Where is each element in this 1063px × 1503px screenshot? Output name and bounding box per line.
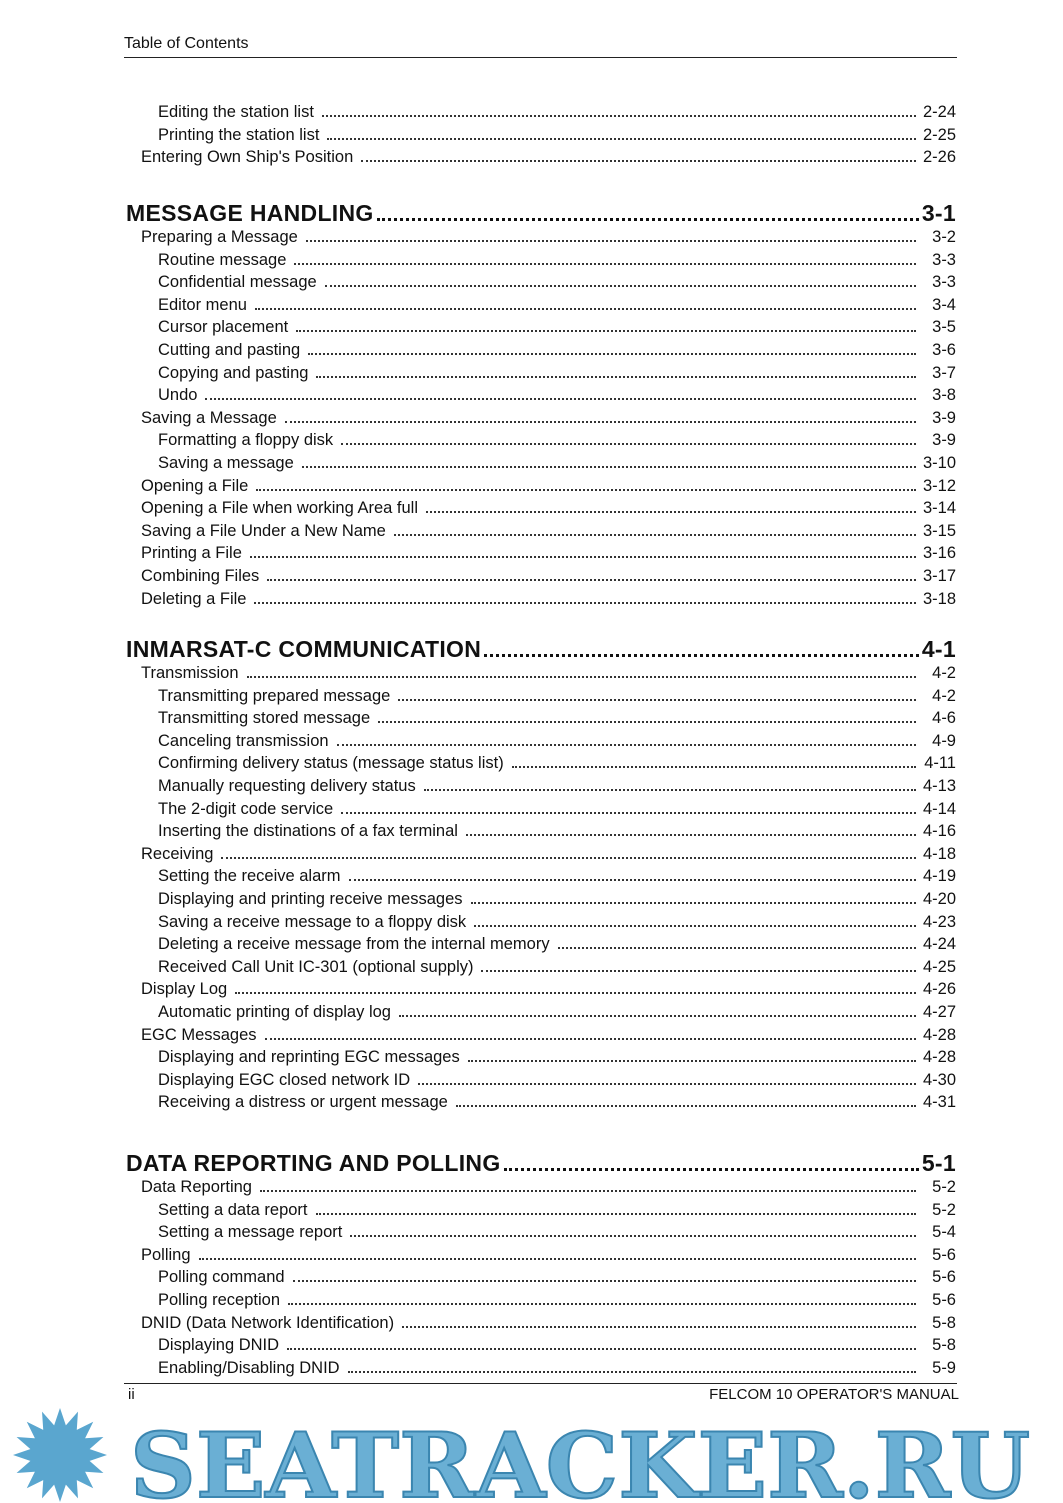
entry-page: 3-3 [932,250,956,269]
dot-leader [426,511,916,513]
entry-page: 4-26 [922,980,956,999]
entry-page: 4-14 [922,799,956,818]
toc-entry[interactable] [126,978,956,1001]
toc-entry[interactable] [126,124,956,147]
toc-entry[interactable] [126,316,956,339]
entry-page: 3-2 [932,228,956,246]
toc-entry[interactable] [126,798,956,821]
entry-title: Receiving [141,844,214,863]
toc-entry[interactable] [126,888,956,911]
entry-page: 3-8 [932,386,956,405]
dot-leader [481,970,916,972]
toc-entry[interactable] [126,1046,956,1069]
dot-leader [348,1371,916,1373]
manual-title: FELCOM 10 OPERATOR'S MANUAL [709,1386,959,1403]
entry-title: Setting a message report [158,1223,343,1242]
entry-page: 3-5 [932,318,956,337]
entry-page: 4-31 [922,1093,956,1112]
toc-entry[interactable] [126,911,956,934]
entry-page: 2-24 [922,103,956,121]
toc-entry[interactable] [126,662,956,685]
toc-section [126,1150,956,1379]
toc-entry[interactable] [126,685,956,708]
dot-leader [378,721,916,723]
dot-leader [255,308,916,310]
toc-entry[interactable] [126,429,956,452]
entry-title: Editing the station list [158,103,314,121]
entry-title: Displaying EGC closed network ID [158,1070,411,1089]
toc-entry[interactable] [126,294,956,317]
dot-leader [285,421,916,423]
entry-title: Receiving a distress or urgent message [158,1093,448,1112]
toc-entry[interactable] [126,497,956,520]
dot-leader [205,398,916,400]
dot-leader [398,699,916,701]
chapter-page: 3-1 [921,200,956,226]
entry-page: 3-9 [932,408,956,427]
entry-title: Saving a Message [141,408,277,427]
entry-title: Opening a File when working Area full [141,499,418,518]
entry-page: 3-17 [922,566,956,585]
chapter-page: 4-1 [921,636,956,662]
entry-page: 4-9 [932,731,956,750]
dot-leader [399,1015,916,1017]
entry-title: Copying and pasting [158,363,309,382]
entry-title: Saving a File Under a New Name [141,521,386,540]
entry-page: 5-9 [932,1358,956,1377]
entry-title: Canceling transmission [158,731,329,750]
entry-title: Deleting a receive message from the internal memory [158,935,550,954]
toc-entry[interactable] [126,407,956,430]
entry-page: 4-19 [922,867,956,886]
entry-title: Editor menu [158,295,247,314]
toc-entry[interactable] [126,775,956,798]
toc-entry[interactable] [126,1091,956,1114]
dot-leader [265,1038,916,1040]
toc-entry[interactable] [126,1266,956,1289]
toc-entry[interactable] [126,820,956,843]
dot-leader [474,925,916,927]
entry-page: 2-26 [922,148,956,167]
entry-page: 4-18 [922,844,956,863]
entry-page: 3-12 [922,476,956,495]
entry-page: 3-18 [922,589,956,608]
toc-entry[interactable] [126,146,956,169]
toc-entry[interactable] [126,730,956,753]
entry-page: 3-9 [932,431,956,450]
entry-title: Received Call Unit IC-301 (optional supply) [158,957,474,976]
dot-leader [418,1083,916,1085]
entry-page: 4-2 [932,686,956,705]
entry-title: Entering Own Ship's Position [141,148,354,167]
entry-title: Confirming delivery status (message status list) [158,754,504,773]
entry-title: Routine message [158,250,287,269]
toc-entry[interactable] [126,226,956,249]
toc-entry[interactable] [126,843,956,866]
entry-page: 4-28 [922,1025,956,1044]
sun-icon [13,1408,107,1502]
entry-title: Preparing a Message [141,228,298,246]
toc-entry[interactable] [126,956,956,979]
toc-entry[interactable] [126,249,956,272]
toc-entry[interactable] [126,1244,956,1267]
entry-page: 5-2 [932,1178,956,1196]
toc-entry[interactable] [126,520,956,543]
running-header: Table of Contents [124,35,249,52]
dot-leader [361,160,916,162]
entry-page: 3-4 [932,295,956,314]
entry-title: Manually requesting delivery status [158,776,416,795]
dot-leader [316,376,916,378]
entry-page: 4-20 [922,889,956,908]
chapter-page: 5-1 [921,1150,956,1176]
dot-leader [350,1235,916,1237]
toc-entry[interactable] [126,101,956,124]
entry-page: 5-2 [932,1200,956,1219]
entry-page: 3-16 [922,544,956,563]
dot-leader [250,556,916,558]
entry-title: Polling command [158,1268,285,1287]
dot-leader [504,1168,919,1171]
entry-page: 3-14 [922,499,956,518]
dot-leader [558,947,916,949]
entry-title: Data Reporting [141,1178,252,1196]
entry-page: 5-6 [932,1245,956,1264]
toc-entry[interactable] [126,588,956,611]
entry-page: 4-2 [932,664,956,682]
toc-entry[interactable] [126,542,956,565]
entry-title: DNID (Data Network Identification) [141,1313,395,1332]
dot-leader [316,1213,916,1215]
toc-entry[interactable] [126,752,956,775]
chapter-title: INMARSAT-C COMMUNICATION [126,636,482,662]
toc-entry[interactable] [126,1069,956,1092]
entry-page: 5-8 [932,1313,956,1332]
entry-title: Printing a File [141,544,242,563]
dot-leader [260,1190,916,1192]
dot-leader [296,330,916,332]
entry-title: Transmitting prepared message [158,686,391,705]
entry-page: 4-6 [932,709,956,728]
dot-leader [306,240,916,242]
dot-leader [424,789,916,791]
dot-leader [349,879,916,881]
entry-page: 4-25 [922,957,956,976]
entry-title: Polling reception [158,1290,280,1309]
entry-page: 3-6 [932,340,956,359]
dot-leader [254,602,916,604]
toc-entry[interactable] [126,339,956,362]
dot-leader [247,676,917,678]
entry-title: Combining Files [141,566,260,585]
entry-title: Saving a receive message to a floppy disk [158,912,467,931]
dot-leader [256,489,916,491]
toc-entry[interactable] [126,384,956,407]
toc-entry[interactable] [126,565,956,588]
entry-page: 5-4 [932,1223,956,1242]
entry-page: 4-23 [922,912,956,931]
entry-page: 4-24 [922,935,956,954]
entry-title: EGC Messages [141,1025,257,1044]
dot-leader [377,218,919,221]
toc-entry[interactable] [126,1199,956,1222]
toc-entry[interactable] [126,1334,956,1357]
entry-page: 4-27 [922,1002,956,1021]
dot-leader [456,1105,916,1107]
dot-leader [287,1348,916,1350]
page-number: ii [128,1386,135,1403]
dot-leader [325,285,916,287]
entry-title: Setting a data report [158,1200,308,1219]
header-rule [124,57,957,58]
toc-entry[interactable] [126,707,956,730]
entry-title: Saving a message [158,453,294,472]
toc-entry[interactable] [126,362,956,385]
chapter-heading[interactable] [126,1150,956,1176]
entry-title: Setting the receive alarm [158,867,341,886]
entry-title: Transmitting stored message [158,709,371,728]
entry-title: Display Log [141,980,228,999]
chapter-heading[interactable] [126,636,956,662]
entry-title: Displaying DNID [158,1336,280,1355]
entry-title: Enabling/Disabling DNID [158,1358,340,1377]
dot-leader [235,992,916,994]
toc-entry[interactable] [126,1289,956,1312]
entry-title: Cutting and pasting [158,340,301,359]
dot-leader [293,1280,916,1282]
dot-leader [484,654,919,657]
dot-leader [308,353,916,355]
entry-page: 2-25 [922,125,956,144]
dot-leader [394,534,916,536]
dot-leader [302,466,916,468]
entry-page: 4-30 [922,1070,956,1089]
dot-leader [466,834,916,836]
toc-section [126,200,956,610]
svg-text:SEATRACKER.RU: SEATRACKER.RU [130,1413,1030,1503]
dot-leader [288,1303,916,1305]
entry-title: Displaying and printing receive messages [158,889,463,908]
entry-title: Deleting a File [141,589,247,608]
dot-leader [327,138,916,140]
toc-entry[interactable] [126,1357,956,1380]
toc-entry[interactable] [126,1024,956,1047]
chapter-heading[interactable] [126,200,956,226]
chapter-title: MESSAGE HANDLING [126,200,374,226]
entry-page: 5-6 [932,1290,956,1309]
sun-rays [13,1408,107,1502]
toc-entry[interactable] [126,1221,956,1244]
toc-entry[interactable] [126,271,956,294]
entry-title: Transmission [141,664,239,682]
entry-page: 4-28 [922,1048,956,1067]
dot-leader [341,443,916,445]
entry-page: 5-8 [932,1336,956,1355]
entry-page: 4-16 [922,822,956,841]
toc-entry[interactable] [126,933,956,956]
dot-leader [512,766,916,768]
entry-page: 3-7 [932,363,956,382]
dot-leader [341,812,916,814]
dot-leader [402,1326,916,1328]
entry-title: Confidential message [158,273,317,292]
toc-entry[interactable] [126,452,956,475]
entry-title: Automatic printing of display log [158,1002,391,1021]
toc-section [126,101,956,169]
entry-title: Displaying and reprinting EGC messages [158,1048,460,1067]
dot-leader [322,115,916,117]
entry-page: 3-3 [932,273,956,292]
seatracker-watermark-logo [0,1407,1063,1503]
dot-leader [221,857,916,859]
entry-page: 3-10 [922,453,956,472]
toc-entry[interactable] [126,865,956,888]
entry-title: Cursor placement [158,318,289,337]
dot-leader [267,579,916,581]
chapter-title: DATA REPORTING AND POLLING [126,1150,501,1176]
dot-leader [337,744,916,746]
dot-leader [294,263,916,265]
entry-title: Opening a File [141,476,249,495]
entry-title: Inserting the distinations of a fax terminal [158,822,458,841]
toc-entry[interactable] [126,475,956,498]
dot-leader [199,1258,916,1260]
toc-entry[interactable] [126,1312,956,1335]
entry-title: Printing the station list [158,125,320,144]
entry-page: 4-11 [924,754,956,773]
entry-page: 3-15 [922,521,956,540]
entry-title: Undo [158,386,198,405]
entry-page: 4-13 [922,776,956,795]
entry-title: Polling [141,1245,191,1264]
dot-leader [471,902,917,904]
toc-section [126,636,956,1114]
toc-entry[interactable] [126,1001,956,1024]
dot-leader [468,1060,916,1062]
toc-entry[interactable] [126,1176,956,1199]
footer-rule [124,1383,957,1384]
entry-title: The 2-digit code service [158,799,334,818]
entry-page: 5-6 [932,1268,956,1287]
entry-title: Formatting a floppy disk [158,431,334,450]
